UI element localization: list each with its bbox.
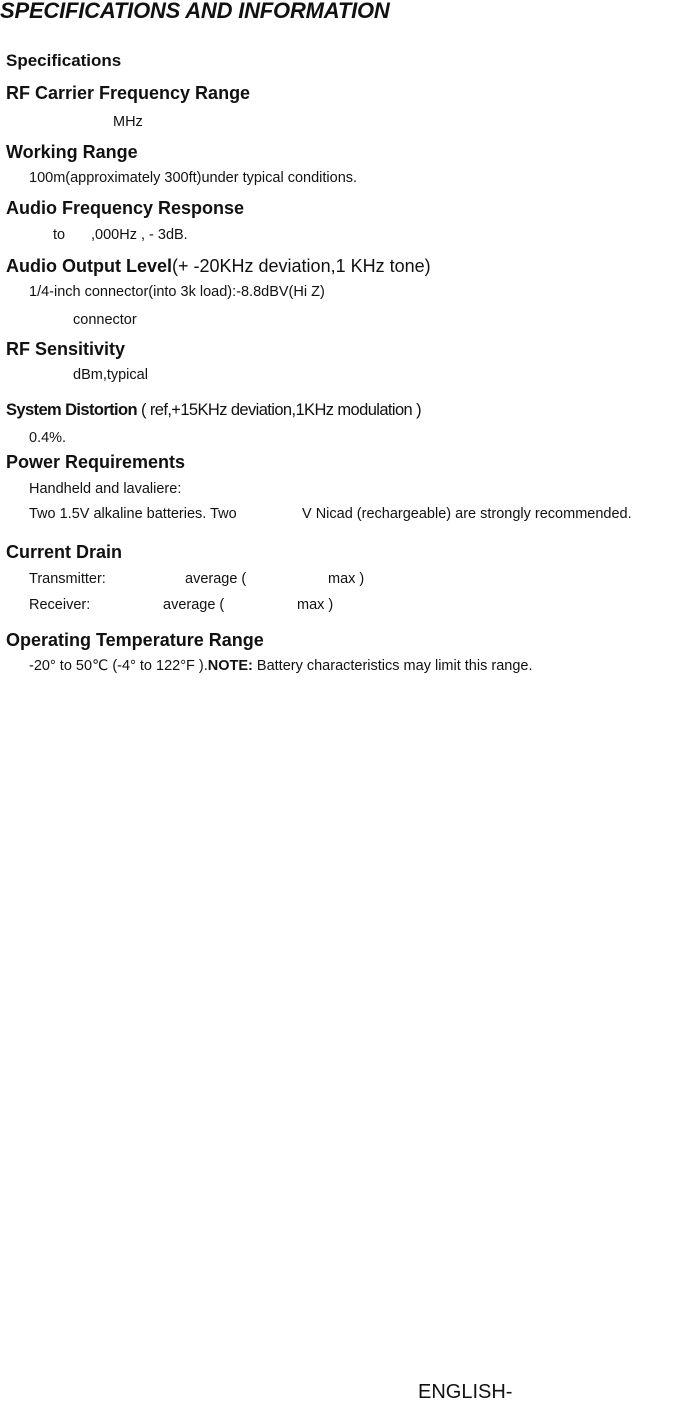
operating-temperature-heading: Operating Temperature Range (6, 630, 264, 650)
system-distortion-heading-line (6, 401, 421, 420)
system-distortion-value: 0.4%. (29, 430, 67, 446)
transmitter-average: average ( (185, 571, 247, 587)
audio-output-heading-note: (+ -20KHz deviation,1 KHz tone) (172, 256, 431, 276)
working-range-heading: Working Range (6, 142, 138, 162)
page-title: SPECIFICATIONS AND INFORMATION (0, 0, 390, 23)
receiver-max: max ) (297, 597, 334, 613)
note-text: Battery characteristics may limit this range. (252, 658, 533, 674)
rf-sensitivity-heading: RF Sensitivity (6, 339, 126, 359)
current-drain-heading: Current Drain (6, 542, 123, 562)
power-requirements-heading: Power Requirements (6, 452, 186, 472)
system-distortion-heading-note: ( ref,+15KHz deviation,1KHz modulation ) (137, 401, 422, 419)
receiver-average: average ( (163, 597, 225, 613)
rf-carrier-value: MHz (113, 114, 143, 130)
system-distortion-heading: System Distortion (6, 401, 137, 419)
audio-frequency-value: ,000Hz , - 3dB. (91, 227, 188, 243)
transmitter-label: Transmitter: (29, 571, 106, 587)
power-line1: Handheld and lavaliere: (29, 481, 182, 497)
page-footer: ENGLISH- (418, 1381, 513, 1403)
rf-carrier-heading: RF Carrier Frequency Range (6, 83, 251, 103)
working-range-value: 100m(approximately 300ft)under typical conditions. (29, 170, 358, 186)
audio-output-heading-line (6, 256, 431, 277)
rf-sensitivity-value: dBm,typical (73, 367, 148, 383)
audio-frequency-heading: Audio Frequency Response (6, 198, 245, 218)
audio-output-line1: 1/4-inch connector(into 3k load):-8.8dBV(Hi Z) (29, 284, 325, 300)
audio-output-line2: connector (73, 312, 137, 328)
power-line2a: Two 1.5V alkaline batteries. Two (29, 506, 237, 522)
transmitter-max: max ) (328, 571, 365, 587)
note-label: NOTE: (207, 658, 253, 674)
operating-temperature-value (29, 658, 533, 674)
receiver-label: Receiver: (29, 597, 91, 613)
operating-temperature-range: -20° to 50℃ (-4° to 122°F ). (29, 658, 208, 674)
audio-frequency-to: to (53, 227, 66, 243)
power-line2b: V Nicad (rechargeable) are strongly recommended. (302, 506, 632, 522)
specifications-heading: Specifications (6, 51, 122, 70)
audio-output-heading: Audio Output Level (6, 256, 172, 276)
